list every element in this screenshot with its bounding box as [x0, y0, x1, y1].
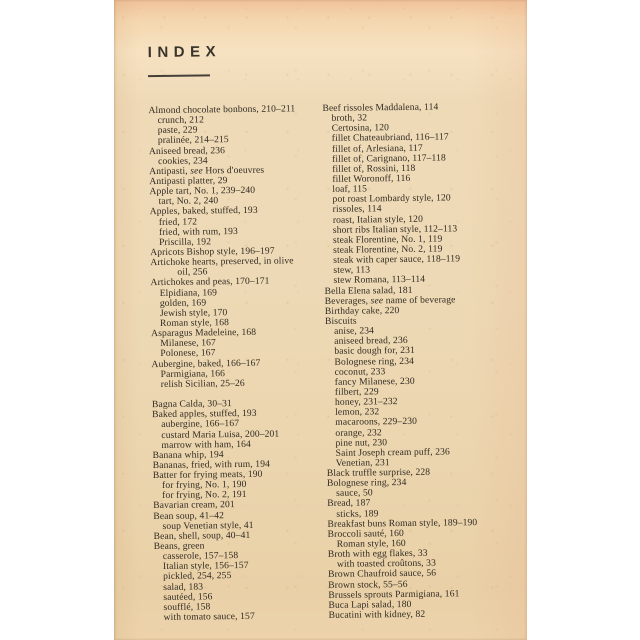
index-entry: Bagna Calda, 30–31 [151, 398, 232, 411]
index-entry: Polonese, 167 [160, 347, 216, 360]
index-entry: Bolognese ring, 234 [326, 477, 407, 490]
book-page [114, 0, 527, 640]
index-entry: Artichokes and peas, 170–171 [150, 276, 270, 289]
index-entry: Certosina, 120 [331, 122, 390, 135]
index-entry: Priscilla, 192 [158, 236, 212, 248]
index-entry: Baked apples, stuffed, 193 [152, 408, 257, 421]
index-entry: Batter for frying meats, 190 [152, 468, 263, 482]
index-entry: marrow with ham, 164 [161, 438, 251, 451]
index-entry: steak Florentine, No. 2, 119 [333, 243, 443, 256]
index-entry: Bean, shell, soup, 40–41 [153, 529, 251, 542]
index-entry: relish Sicilian, 25–26 [160, 377, 245, 390]
index-entry: for frying, No. 2, 191 [162, 489, 247, 502]
index-entry: Aniseed bread, 236 [148, 144, 226, 157]
index-entry: Black truffle surprise, 228 [326, 466, 431, 479]
index-entry: roast, Italian style, 120 [332, 213, 423, 226]
index-entry: fillet Woronoff, 116 [332, 172, 411, 185]
index-entry: loaf, 115 [332, 183, 368, 195]
index-entry: soup Venetian style, 41 [162, 519, 254, 532]
index-entry: pot roast Lombardy style, 120 [332, 192, 451, 206]
index-entry: lemon, 232 [335, 406, 380, 419]
index-entry: fillet of, Rossini, 118 [332, 162, 416, 175]
index-entry: Beans, green [153, 540, 205, 553]
index-entry: Bananas, fried, with rum, 194 [152, 458, 271, 471]
index-entry: Breakfast buns Roman style, 189–190 [327, 516, 478, 530]
index-entry: Antipasti platter, 29 [149, 175, 228, 188]
index-entry: Buca Lapi salad, 180 [328, 598, 412, 611]
index-entry: Beef rissoles Maddalena, 114 [322, 101, 439, 114]
index-entry: Jewish style, 170 [159, 306, 228, 319]
title-underline [148, 74, 210, 77]
index-entry: filbert, 229 [334, 386, 379, 398]
index-entry: fillet of, Arlesiana, 117 [331, 142, 423, 155]
index-entry: Parmigiana, 166 [160, 367, 226, 380]
index-entry: anise, 234 [334, 325, 375, 337]
index-entry: casserole, 157–158 [162, 550, 239, 563]
index-entry: steak Florentine, No. 1, 119 [332, 233, 443, 246]
index-entry: Bavarian cream, 201 [153, 499, 235, 512]
index-entry: stew, 113 [333, 264, 371, 277]
index-entry: tart, No. 2, 240 [158, 195, 219, 208]
index-entry: Apricots Bishop style, 196–197 [150, 245, 275, 259]
index-column-right [322, 102, 518, 621]
index-entry: Apples, baked, stuffed, 193 [149, 205, 258, 218]
index-entry: Brown stock, 55–56 [328, 578, 408, 591]
index-entry: Brussels sprouts Parmigiana, 161 [328, 588, 460, 601]
index-entry: soufflé, 158 [163, 601, 211, 613]
index-entry: Asparagus Madeleine, 168 [151, 326, 257, 340]
index-entry: basic dough for, 231 [334, 345, 415, 358]
index-entry: Beverages, see name of beverage [324, 294, 456, 307]
index-entry: sticks, 189 [336, 507, 379, 520]
index-entry: fried, with rum, 193 [158, 225, 238, 238]
index-entry: Almond chocolate bonbons, 210–211 [148, 103, 296, 117]
index-entry: steak with caper sauce, 118–119 [333, 253, 461, 266]
index-entry: sauce, 50 [336, 487, 373, 500]
index-entry: Italian style, 156–157 [162, 560, 249, 573]
index-entry: paste, 229 [157, 124, 198, 137]
index-entry: fillet Chateaubriand, 116–117 [331, 131, 449, 145]
index-entry: Artichoke hearts, preserved, in olive [150, 255, 294, 269]
index-entry: with tomato sauce, 157 [163, 610, 255, 623]
index-entry: salad, 183 [163, 581, 204, 593]
index-entry: stew Romana, 113–114 [333, 274, 426, 287]
index-entry: short ribs Italian style, 112–113 [332, 223, 458, 236]
index-entry: rissoles, 114 [332, 203, 382, 216]
index-entry: pine nut, 230 [335, 436, 388, 449]
index-entry: crunch, 212 [157, 114, 205, 127]
index-entry: sautéed, 156 [163, 591, 213, 603]
index-column-left [148, 104, 326, 623]
index-entry: Roman style, 168 [159, 317, 230, 329]
index-entry: Venetian, 231 [335, 457, 390, 469]
index-entry: pralinée, 214–215 [157, 134, 229, 147]
index-entry: orange, 232 [335, 426, 382, 439]
index-entry: broth, 32 [331, 112, 368, 124]
index-entry: with toasted croûtons, 33 [336, 557, 437, 571]
index-entry: Bolognese ring, 234 [334, 355, 415, 368]
index-entry: for frying, No. 1, 190 [161, 479, 247, 492]
index-entry: Saint Joseph cream puff, 236 [335, 446, 450, 459]
index-entry: honey, 231–232 [334, 396, 398, 408]
index-entry: Banana whip, 194 [152, 448, 224, 461]
index-entry: fancy Milanese, 230 [334, 375, 415, 388]
index-entry: Birthday cake, 220 [324, 304, 400, 317]
page-title: INDEX [147, 43, 222, 62]
index-entry: golden, 169 [159, 297, 207, 309]
index-entry: Apple tart, No. 1, 239–240 [149, 184, 256, 198]
index-entry: Biscuits [324, 315, 357, 327]
index-entry: macaroons, 229–230 [335, 416, 418, 429]
index-entry: Broth with egg flakes, 33 [327, 547, 428, 561]
index-entry: Aubergine, baked, 166–167 [151, 357, 261, 370]
printed-content [110, 0, 531, 640]
index-entry: Elpidiana, 169 [159, 286, 218, 299]
index-entry: Bella Elena salad, 181 [324, 284, 413, 297]
index-entry: pickled, 254, 255 [163, 570, 232, 583]
index-entry: Antipasti, see Hors d'oeuvres [149, 164, 265, 177]
index-entry: aniseed bread, 236 [334, 335, 408, 348]
index-entry: Milanese, 167 [160, 337, 216, 350]
index-entry: oil, 256 [177, 266, 208, 278]
index-entry: Bread, 187 [327, 497, 371, 510]
index-entry: aubergine, 166–167 [161, 418, 240, 431]
index-entry: cookies, 234 [157, 155, 208, 167]
index-entry: fillet of, Carignano, 117–118 [331, 152, 446, 165]
index-entry: custard Maria Luisa, 200–201 [161, 428, 280, 441]
index-entry: Broccoli sauté, 160 [327, 527, 404, 540]
index-entry: Bean soup, 41–42 [153, 509, 225, 522]
index-entry: Roman style, 160 [336, 538, 406, 550]
index-entry: Brown Chaufroid sauce, 56 [328, 568, 437, 581]
index-entry: coconut, 233 [334, 365, 386, 378]
index-entry: Bucatini with kidney, 82 [328, 608, 426, 621]
index-entry: fried, 172 [158, 216, 198, 228]
